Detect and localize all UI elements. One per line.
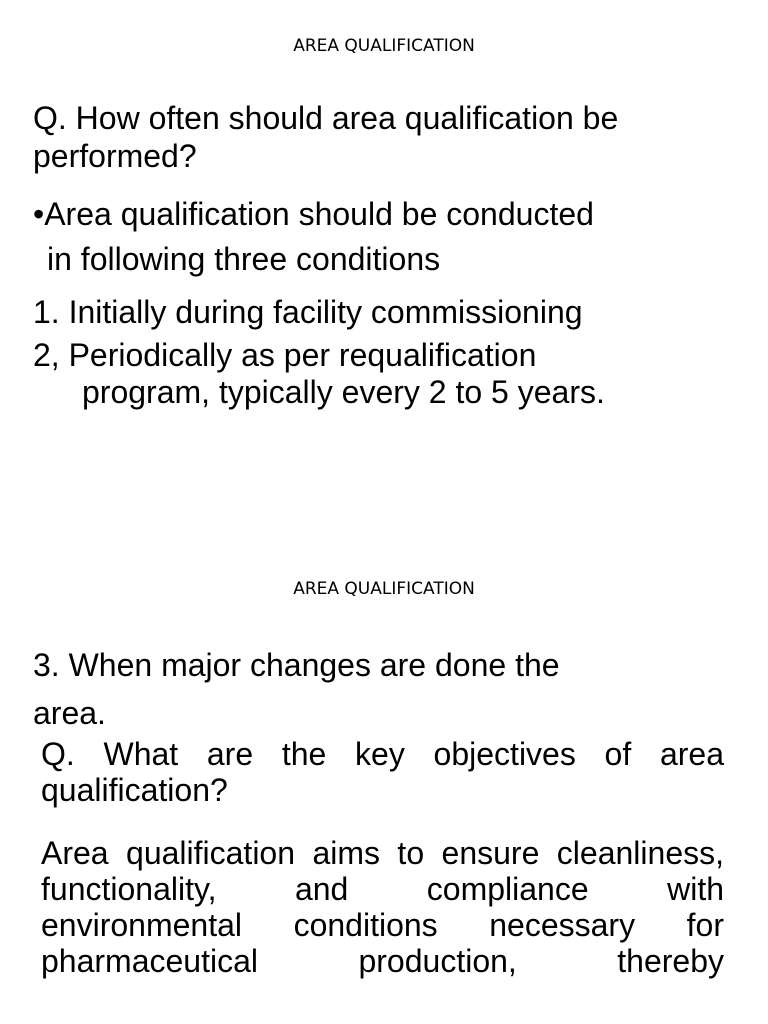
question-line-1: Q. How often should area qualification be [33, 100, 619, 136]
question-text: Q. What are the key objectives of area qualification? [41, 736, 724, 808]
slide-2 [0, 544, 768, 1024]
list-item-2-line-2: program, typically every 2 to 5 years. [82, 374, 605, 410]
slide-title: AREA QUALIFICATION [293, 579, 475, 599]
bullet-line-1: •Area qualification should be conducted [33, 196, 594, 232]
bullet-line-2: in following three conditions [47, 241, 441, 277]
list-item-1: 1. Initially during facility commissioning [33, 294, 583, 330]
question-line-2: performed? [33, 138, 197, 174]
list-item-3-line-2: area. [33, 695, 106, 731]
slide-title: AREA QUALIFICATION [293, 36, 475, 56]
answer-text: Area qualification aims to ensure cleanliness, functionality, and compliance with environmental conditions necessary for pharmaceutical production, thereby [41, 835, 724, 979]
list-item-2-line-1: 2, Periodically as per requalification [33, 337, 537, 373]
list-item-3-line-1: 3. When major changes are done the [33, 647, 560, 683]
